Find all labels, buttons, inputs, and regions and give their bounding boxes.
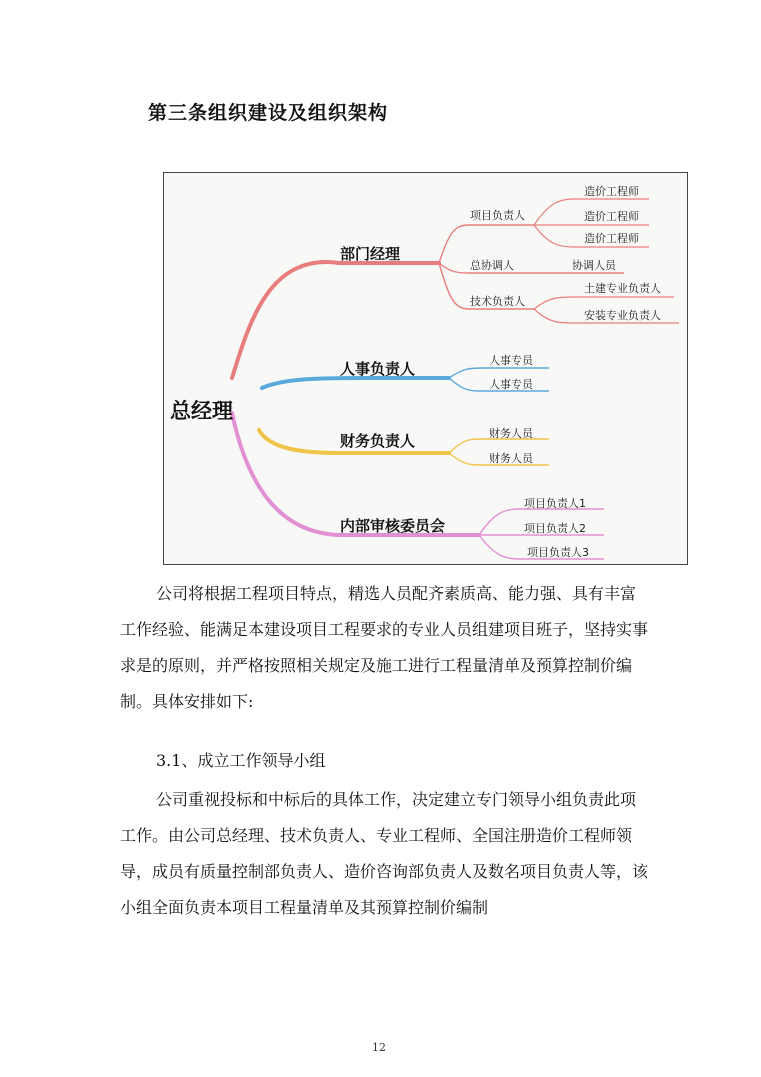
leaf-hr-staff: 人事专员 <box>489 378 533 391</box>
leaf-audit-project-lead: 项目负责人2 <box>524 522 586 535</box>
leaf-finance-staff: 财务人员 <box>489 427 533 440</box>
section-heading: 第三条组织建设及组织架构 <box>148 102 389 124</box>
leaf-install-lead: 安装专业负责人 <box>584 309 661 322</box>
node-general-coordinator: 总协调人 <box>470 259 514 272</box>
leaf-audit-project-lead: 项目负责人3 <box>527 546 589 559</box>
leaf-hr-staff: 人事专员 <box>489 354 533 367</box>
leaf-civil-lead: 土建专业负责人 <box>584 282 661 295</box>
subsection-title: 3.1、成立工作领导小组 <box>156 751 326 770</box>
page-number: 12 <box>372 1041 386 1054</box>
paragraph-leadership-text: 公司重视投标和中标后的具体工作，决定建立专门领导小组负责此项工作。由公司总经理、技术负责人、专业工程师、全国注册造价工程师领导，成员有质量控制部负责人、造价咨询部负责人及数名项目负责人等，该小组全面负责本项目工程量清单及其预算控制价编制 <box>120 790 649 917</box>
org-chart <box>163 172 688 565</box>
leaf-cost-engineer: 造价工程师 <box>584 210 639 223</box>
branch-dept-manager: 部门经理 <box>340 245 401 263</box>
node-tech-lead: 技术负责人 <box>470 295 525 308</box>
paragraph-intro-text: 公司将根据工程项目特点，精选人员配齐素质高、能力强、具有丰富工作经验、能满足本建设项目工程要求的专业人员组建项目班子，坚持实事求是的原则，并严格按照相关规定及施工进行工程量清单及预算控制价编制。具体安排如下: <box>120 584 649 711</box>
branch-finance: 财务负责人 <box>340 432 416 450</box>
branch-hr: 人事负责人 <box>340 360 416 378</box>
paragraph-intro <box>120 576 650 720</box>
leaf-cost-engineer: 造价工程师 <box>584 232 639 245</box>
leaf-finance-staff: 财务人员 <box>489 452 533 465</box>
paragraph-leadership <box>120 782 650 926</box>
branch-line-hr <box>262 378 449 388</box>
leaf-cost-engineer: 造价工程师 <box>584 185 639 198</box>
branch-internal-audit: 内部审核委员会 <box>340 517 446 535</box>
leaf-coordination-staff: 协调人员 <box>572 259 616 272</box>
root-node: 总经理 <box>170 399 233 423</box>
node-project-lead: 项目负责人 <box>470 209 525 222</box>
leaf-audit-project-lead: 项目负责人1 <box>524 497 586 510</box>
